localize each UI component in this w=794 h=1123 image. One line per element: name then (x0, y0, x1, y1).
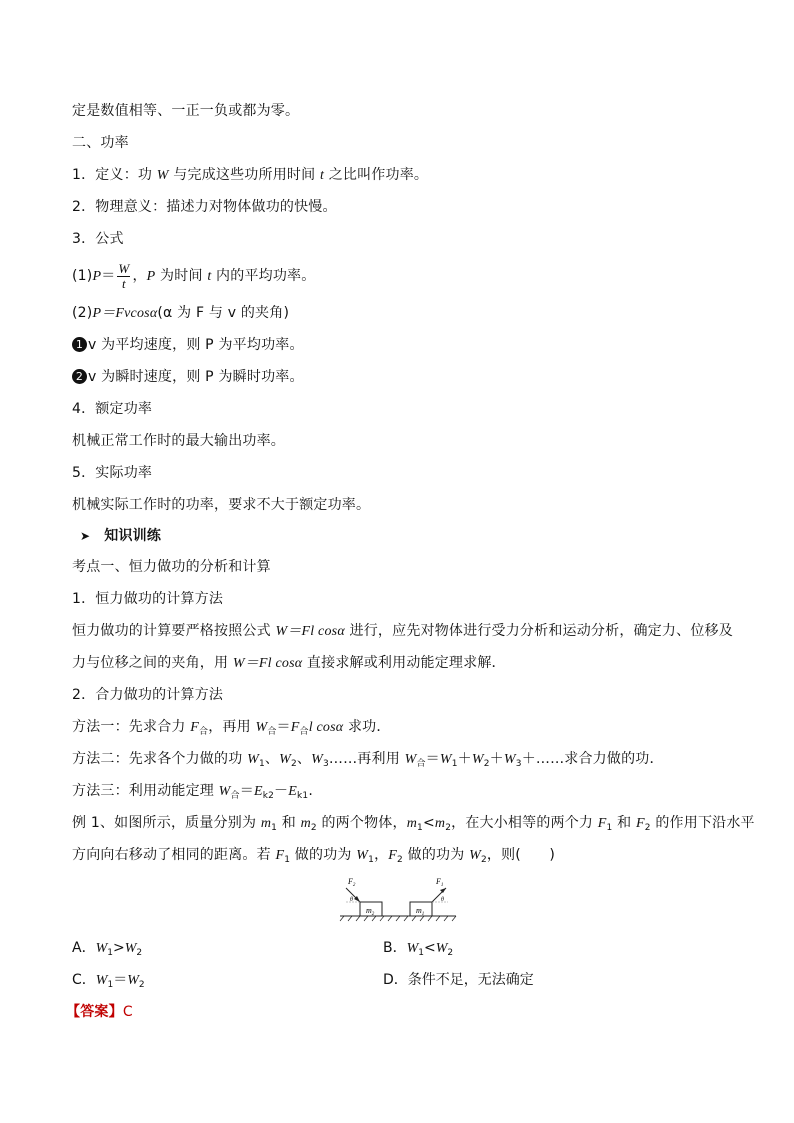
method-one-line: 方法一：先求合力 $F_合$，再用 $W_合=F_合l$ cosα 求功． (72, 719, 391, 737)
fraction-w-over-t: $\frac{W}{t}$ (118, 260, 130, 291)
circled-number-icon: 2 (72, 369, 87, 384)
force-f1-arrowhead-icon (440, 888, 446, 893)
paragraph-line: 力与位移之间的夹角，用 W＝Fl cosα 直接求解或利用动能定理求解． (72, 655, 506, 671)
subtopic-heading: 1．恒力做功的计算方法 (72, 591, 224, 607)
option-b[interactable]: B．$W_1<W_2$ (383, 940, 454, 958)
force-diagram (338, 874, 458, 924)
formula-heading: 3．公式 (72, 231, 124, 247)
option-d[interactable]: D．条件不足，无法确定 (383, 972, 534, 988)
label-theta-left: θ (350, 897, 353, 903)
definition-line: 1．定义：功 W 与完成这些功所用时间 t 之比叫作功率。 (72, 167, 429, 183)
formula-line-1: (1)P＝ $\frac{W}{t}$ ，P 为时间 t 内的平均功率。 (72, 260, 316, 291)
example-question-line: 例 1、如图所示，质量分别为 $m_1$ 和 $m_2$ 的两个物体，$m_1<m_2$，在大小相等的两个力 $F_1$ 和 $F_2$ 的作用下沿水平 (72, 815, 755, 833)
force-diagram-svg (338, 874, 458, 924)
label-m1: $m_1$ (416, 906, 425, 917)
paragraph-line: 恒力做功的计算要严格按照公式 W＝Fl cosα 进行，应先对物体进行受力分析和运动分析，确定力、位移及 (72, 623, 733, 639)
section-heading: 二、功率 (72, 135, 129, 151)
option-c[interactable]: C．$W_1=W_2$ (72, 972, 145, 990)
example-question-line: 方向向右移动了相同的距离。若 $F_1$ 做的功为 $W_1$，$F_2$ 做的功为 $W_2$，则( ) (72, 847, 556, 865)
meaning-line: 2．物理意义：描述力对物体做功的快慢。 (72, 199, 337, 215)
label-f2: $F_2$ (348, 877, 356, 888)
text-line: 定是数值相等、一正一负或都为零。 (72, 103, 300, 119)
section-heading: 5．实际功率 (72, 465, 153, 481)
option-a[interactable]: A．$W_1>W_2$ (72, 940, 143, 958)
list-item: 1 v 为平均速度，则 P 为平均功率。 (72, 335, 304, 355)
knowledge-training-heading: ➤ 知识训练 (80, 528, 162, 544)
subtopic-heading: 2．合力做功的计算方法 (72, 687, 224, 703)
method-two-line: 方法二：先求各个力做的功 $W_1$、$W_2$、$W_3\dots\dots$再利用 $W_合=W_1+W_2+W_3+\dots\dots$求合力做的功． (72, 751, 664, 769)
label-theta-right: θ (441, 897, 444, 903)
topic-heading: 考点一、恒力做功的分析和计算 (72, 559, 271, 575)
arrowhead-bullet-icon: ➤ (80, 529, 91, 543)
section-heading: 4．额定功率 (72, 401, 153, 417)
list-item: 2 v 为瞬时速度，则 P 为瞬时功率。 (72, 367, 304, 387)
label-f1: $F_1$ (436, 877, 444, 888)
answer-value: C (122, 1004, 133, 1020)
answer-line (66, 1002, 133, 1022)
answer-label: 【答案】 (66, 1004, 123, 1020)
label-m2: $m_2$ (366, 906, 375, 917)
circled-number-icon: 1 (72, 337, 87, 352)
ground-hatching (340, 916, 456, 921)
method-three-line: 方法三：利用动能定理 $W_合=E_{k2}-E_{k1}$. (72, 783, 314, 801)
text-line: 机械实际工作时的功率，要求不大于额定功率。 (72, 497, 371, 513)
formula-line-2: (2)P＝Fvcosα(α 为 F 与 v 的夹角) (72, 305, 290, 321)
text-line: 机械正常工作时的最大输出功率。 (72, 433, 285, 449)
